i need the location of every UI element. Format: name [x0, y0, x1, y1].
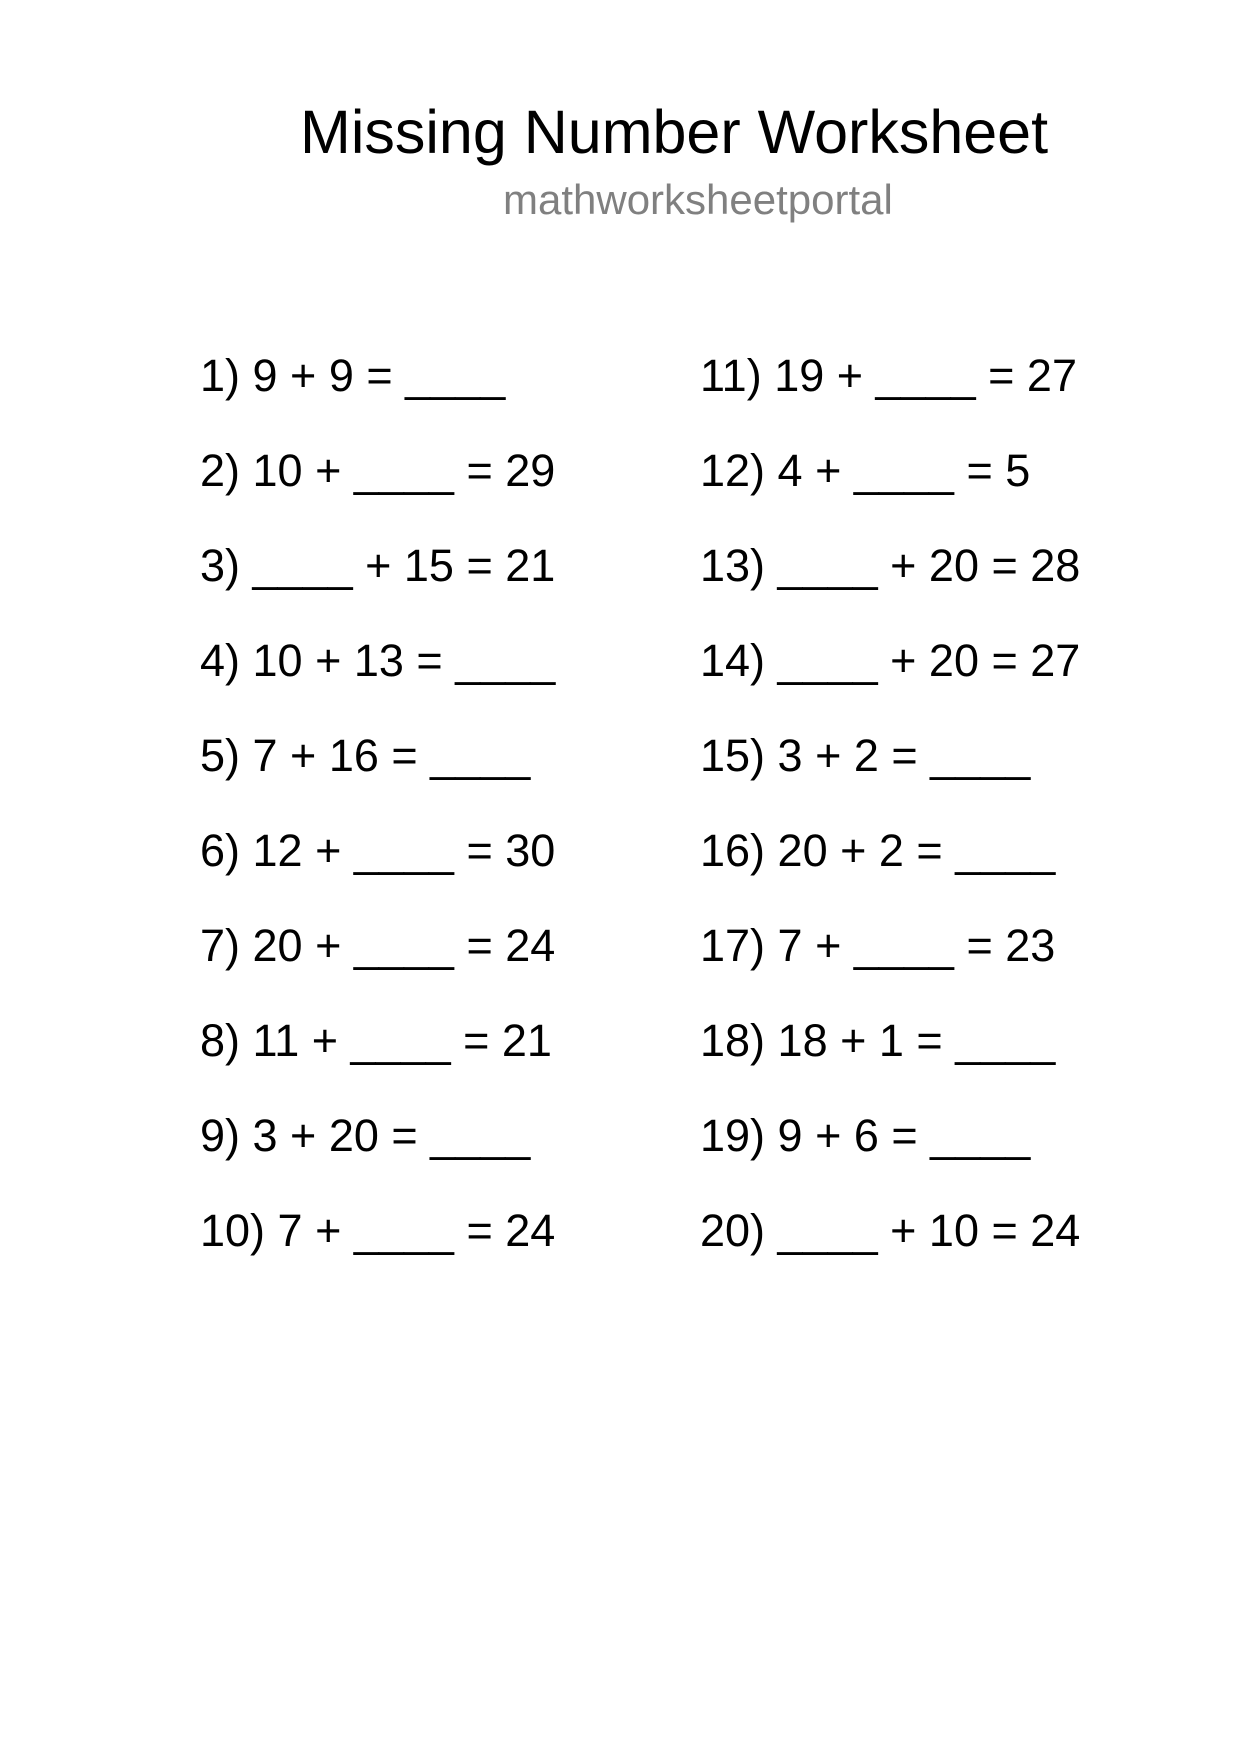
problem-column-left: [200, 350, 555, 1300]
problem-15: 15) 3 + 2 = ____: [700, 730, 1031, 781]
problem-19: 19) 9 + 6 = ____: [700, 1110, 1031, 1161]
problem-18: 18) 18 + 1 = ____: [700, 1015, 1056, 1066]
problem-3: 3) ____ + 15 = 21: [200, 540, 556, 591]
problem-10: 10) 7 + ____ = 24: [200, 1205, 556, 1256]
problem-11: 11) 19 + ____ = 27: [700, 350, 1077, 401]
problem-6: 6) 12 + ____ = 30: [200, 825, 556, 876]
problem-1: 1) 9 + 9 = ____: [200, 350, 506, 401]
problem-5: 5) 7 + 16 = ____: [200, 730, 531, 781]
problem-14: 14) ____ + 20 = 27: [700, 635, 1081, 686]
problem-9: 9) 3 + 20 = ____: [200, 1110, 531, 1161]
worksheet-source: mathworksheetportal: [503, 176, 893, 223]
problem-20: 20) ____ + 10 = 24: [700, 1205, 1081, 1256]
problem-column-right: [700, 350, 1080, 1300]
problem-12: 12) 4 + ____ = 5: [700, 445, 1031, 496]
problem-2: 2) 10 + ____ = 29: [200, 445, 556, 496]
problem-17: 17) 7 + ____ = 23: [700, 920, 1056, 971]
problem-16: 16) 20 + 2 = ____: [700, 825, 1056, 876]
problem-4: 4) 10 + 13 = ____: [200, 635, 556, 686]
problem-8: 8) 11 + ____ = 21: [200, 1015, 552, 1066]
problem-13: 13) ____ + 20 = 28: [700, 540, 1081, 591]
problem-7: 7) 20 + ____ = 24: [200, 920, 556, 971]
worksheet-title: Missing Number Worksheet: [300, 98, 1049, 166]
